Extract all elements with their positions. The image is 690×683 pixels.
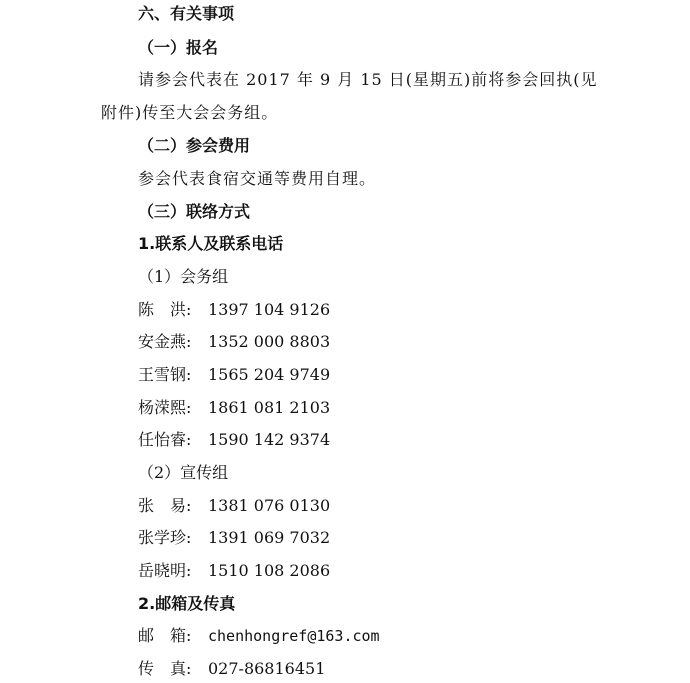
contact-name: 陈 洪: bbox=[138, 300, 192, 319]
contact-row bbox=[138, 496, 330, 516]
registration-body-line1: 请参会代表在 2017 年 9 月 15 日(星期五)前将参会回执(见 bbox=[138, 70, 598, 89]
contact-name: 岳晓明: bbox=[138, 561, 192, 580]
contact-phone: 1397 104 9126 bbox=[208, 300, 331, 319]
email-row bbox=[138, 626, 380, 646]
contact-phone: 1590 142 9374 bbox=[208, 430, 331, 449]
contact-name: 王雪钢: bbox=[138, 365, 192, 384]
fax-row bbox=[138, 659, 325, 679]
contact-name: 杨溁熙: bbox=[138, 398, 192, 417]
contact-name: 安金燕: bbox=[138, 332, 192, 351]
email-label: 邮 箱: bbox=[138, 626, 192, 645]
email-address-link[interactable]: chenhongref@163.com bbox=[208, 627, 380, 645]
registration-body-line2: 附件)传至大会会务组。 bbox=[101, 103, 279, 122]
fees-heading: （二）参会费用 bbox=[138, 136, 251, 155]
contact-phone: 1510 108 2086 bbox=[208, 561, 331, 580]
contact-row bbox=[138, 430, 330, 450]
contact-name: 任怡睿: bbox=[138, 430, 192, 449]
contact-row bbox=[138, 528, 330, 548]
contact-phone: 1391 069 7032 bbox=[208, 528, 331, 547]
contact-email-fax-subheading: 2.邮箱及传真 bbox=[138, 594, 236, 613]
group-publicity-label: （2）宣传组 bbox=[138, 463, 229, 482]
contact-heading: （三）联络方式 bbox=[138, 202, 251, 221]
contact-phone: 1381 076 0130 bbox=[208, 496, 331, 515]
section-title: 六、有关事项 bbox=[138, 4, 235, 23]
contact-phone: 1565 204 9749 bbox=[208, 365, 331, 384]
contact-row bbox=[138, 398, 330, 418]
contact-name: 张学珍: bbox=[138, 528, 192, 547]
contact-row bbox=[138, 561, 330, 581]
contact-row bbox=[138, 332, 330, 352]
group-meeting-label: （1）会务组 bbox=[138, 267, 229, 286]
contact-name: 张 易: bbox=[138, 496, 192, 515]
contact-phone: 1861 081 2103 bbox=[208, 398, 331, 417]
contact-row bbox=[138, 300, 330, 320]
registration-heading: （一）报名 bbox=[138, 38, 219, 57]
fees-body: 参会代表食宿交通等费用自理。 bbox=[138, 169, 377, 188]
fax-number: 027-86816451 bbox=[208, 659, 326, 678]
contact-phone: 1352 000 8803 bbox=[208, 332, 331, 351]
contact-row bbox=[138, 365, 330, 385]
contact-phone-subheading: 1.联系人及联系电话 bbox=[138, 234, 284, 253]
fax-label: 传 真: bbox=[138, 659, 192, 678]
